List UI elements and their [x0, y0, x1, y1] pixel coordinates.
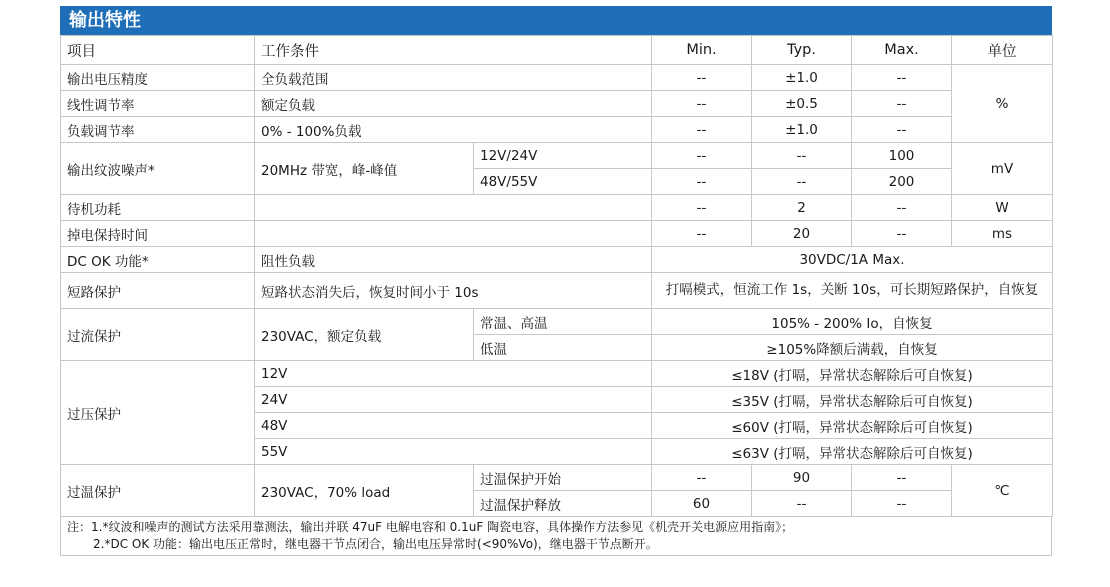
- row-min: --: [652, 465, 752, 491]
- row-typ: ±1.0: [752, 117, 852, 143]
- row-typ: --: [752, 491, 852, 517]
- row-unit: ms: [952, 221, 1053, 247]
- row-value: 30VDC/1A Max.: [652, 247, 1053, 273]
- row-min: --: [652, 195, 752, 221]
- row-item: 输出电压精度: [61, 65, 255, 91]
- table-row: [61, 309, 1053, 335]
- row-min: --: [652, 91, 752, 117]
- row-min: --: [652, 65, 752, 91]
- row-condition: [255, 221, 652, 247]
- row-condition: [255, 195, 652, 221]
- row-typ: 90: [752, 465, 852, 491]
- row-max: --: [852, 65, 952, 91]
- row-unit: mV: [952, 143, 1053, 195]
- row-max: --: [852, 221, 952, 247]
- header-condition: 工作条件: [255, 36, 652, 65]
- row-value: 打嗝模式，恒流工作 1s，关断 10s，可长期短路保护，自恢复: [652, 273, 1053, 309]
- row-item: 短路保护: [61, 273, 255, 309]
- footnote-1: 注：1.*纹波和噪声的测试方法采用靠测法，输出并联 47uF 电解电容和 0.1uF 陶瓷电容，具体操作方法参见《机壳开关电源应用指南》；: [67, 520, 794, 534]
- row-min: 60: [652, 491, 752, 517]
- row-sub-label: 55V: [255, 439, 652, 465]
- table-header-row: [61, 36, 1053, 65]
- row-typ: --: [752, 143, 852, 169]
- header-typ: Typ.: [752, 36, 852, 65]
- row-min: --: [652, 143, 752, 169]
- row-item: 线性调节率: [61, 91, 255, 117]
- row-typ: 2: [752, 195, 852, 221]
- row-item: 输出纹波噪声*: [61, 143, 255, 195]
- row-item: 掉电保持时间: [61, 221, 255, 247]
- table-row: [61, 221, 1053, 247]
- row-item: 过温保护: [61, 465, 255, 517]
- row-unit: ℃: [952, 465, 1053, 517]
- row-sub-label: 常温、高温: [474, 309, 652, 335]
- table-row: [61, 117, 1053, 143]
- row-min: --: [652, 169, 752, 195]
- table-row: [61, 247, 1053, 273]
- row-sub-label: 24V: [255, 387, 652, 413]
- row-typ: 20: [752, 221, 852, 247]
- spec-table: [60, 35, 1053, 517]
- table-row: [61, 465, 1053, 491]
- row-sub-label: 低温: [474, 335, 652, 361]
- row-max: --: [852, 117, 952, 143]
- row-item: 过流保护: [61, 309, 255, 361]
- header-item: 项目: [61, 36, 255, 65]
- row-value: ≤63V (打嗝，异常状态解除后可自恢复): [652, 439, 1053, 465]
- row-condition: 阻性负载: [255, 247, 652, 273]
- row-sub-label: 过温保护释放: [474, 491, 652, 517]
- row-typ: ±0.5: [752, 91, 852, 117]
- row-value: ≤60V (打嗝，异常状态解除后可自恢复): [652, 413, 1053, 439]
- row-value: ≥105%降额后满载，自恢复: [652, 335, 1053, 361]
- row-condition: 230VAC，额定负载: [255, 309, 474, 361]
- header-unit: 单位: [952, 36, 1053, 65]
- header-max: Max.: [852, 36, 952, 65]
- table-row: [61, 273, 1053, 309]
- row-max: --: [852, 91, 952, 117]
- output-characteristics-sheet: [60, 6, 1052, 556]
- row-min: --: [652, 117, 752, 143]
- row-min: --: [652, 221, 752, 247]
- row-value: ≤18V (打嗝，异常状态解除后可自恢复): [652, 361, 1053, 387]
- row-max: --: [852, 195, 952, 221]
- row-item: 待机功耗: [61, 195, 255, 221]
- row-sub-label: 48V/55V: [474, 169, 652, 195]
- footnote-2: 2.*DC OK 功能：输出电压正常时，继电器干节点闭合，输出电压异常时(<90%Vo)，继电器干节点断开。: [93, 537, 658, 551]
- row-sub-label: 12V: [255, 361, 652, 387]
- row-condition: 20MHz 带宽，峰-峰值: [255, 143, 474, 195]
- row-condition: 230VAC，70% load: [255, 465, 474, 517]
- row-condition: 额定负载: [255, 91, 652, 117]
- section-title: 输出特性: [60, 6, 1052, 35]
- row-max: 100: [852, 143, 952, 169]
- row-condition: 全负载范围: [255, 65, 652, 91]
- table-row: [61, 65, 1053, 91]
- row-sub-label: 过温保护开始: [474, 465, 652, 491]
- row-condition: 0% - 100%负载: [255, 117, 652, 143]
- row-max: --: [852, 465, 952, 491]
- row-item: DC OK 功能*: [61, 247, 255, 273]
- row-condition: 短路状态消失后，恢复时间小于 10s: [255, 273, 652, 309]
- row-value: ≤35V (打嗝，异常状态解除后可自恢复): [652, 387, 1053, 413]
- row-item: 过压保护: [61, 361, 255, 465]
- row-value: 105% - 200% Io，自恢复: [652, 309, 1053, 335]
- footnotes: [60, 517, 1052, 556]
- row-max: --: [852, 491, 952, 517]
- row-typ: --: [752, 169, 852, 195]
- header-min: Min.: [652, 36, 752, 65]
- table-row: [61, 143, 1053, 169]
- table-row: [61, 195, 1053, 221]
- table-row: [61, 361, 1053, 387]
- row-item: 负载调节率: [61, 117, 255, 143]
- table-row: [61, 91, 1053, 117]
- row-sub-label: 12V/24V: [474, 143, 652, 169]
- row-sub-label: 48V: [255, 413, 652, 439]
- row-unit: %: [952, 65, 1053, 143]
- row-max: 200: [852, 169, 952, 195]
- row-typ: ±1.0: [752, 65, 852, 91]
- row-unit: W: [952, 195, 1053, 221]
